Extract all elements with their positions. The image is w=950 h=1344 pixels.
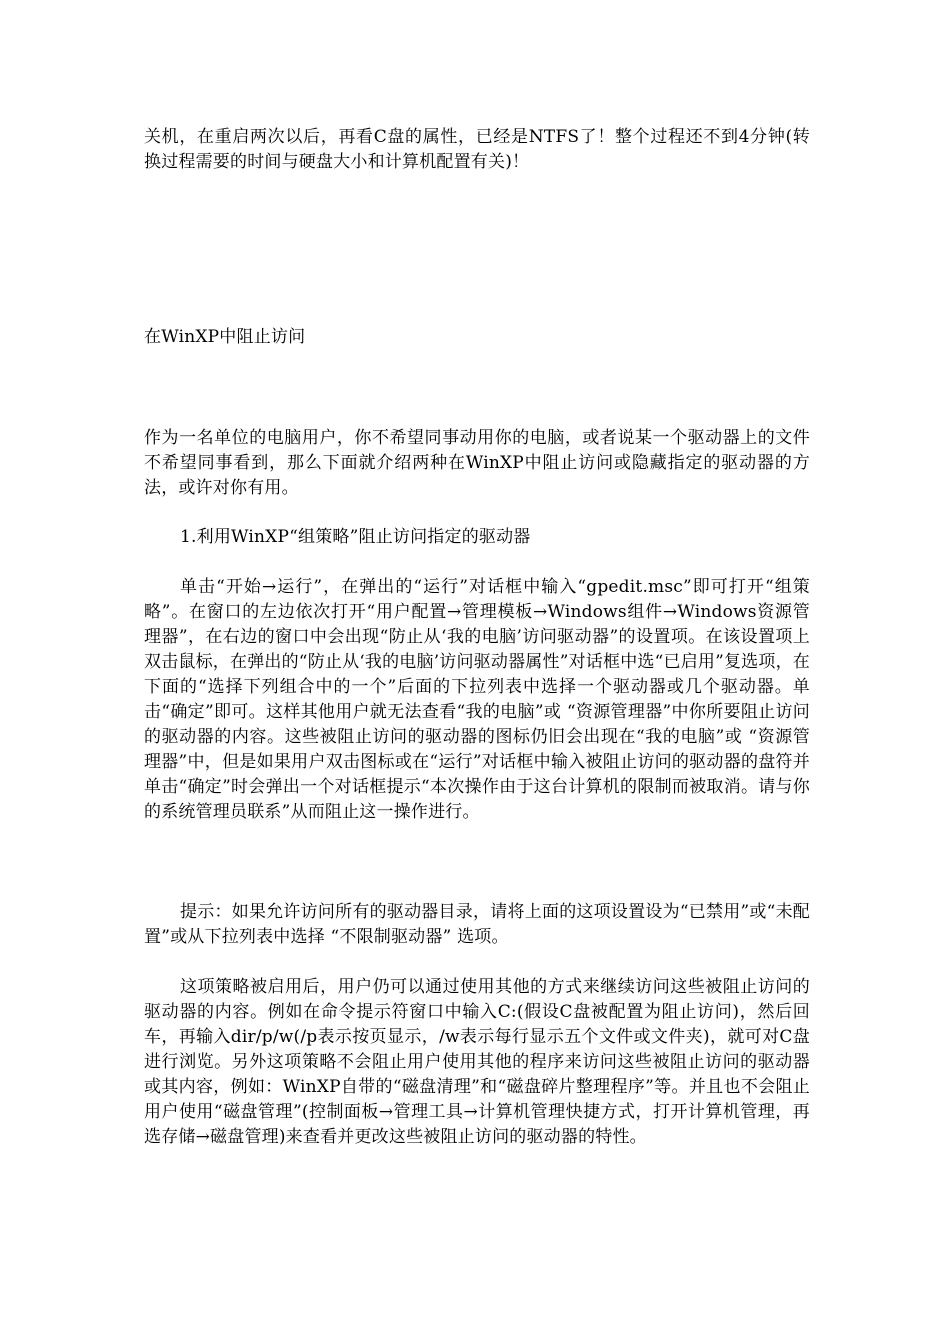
- paragraph-gpedit-steps: 单击“开始→运行”，在弹出的“运行”对话框中输入“gpedit.msc”即可打开“组策略”。在窗口的左边依次打开“用户配置→管理模板→Windows组件→Windows资源管理器”，在右边的窗口中会出现“防止从‘我的电脑’访问驱动器”的设置项。在该设置项上双击鼠标，在弹出的“防止从‘我的电脑’访问驱动器属性”对话框中选“已启用”复选项，在下面的“选择下列组合中的一个”后面的下拉列表中选择一个驱动器或几个驱动器。单击“确定”即可。这样其他用户就无法查看“我的电脑”或 “资源管理器”中你所要阻止访问的驱动器的内容。这些被阻止访问的驱动器的图标仍旧会出现在“我的电脑”或 “资源管理器”中，但是如果用户双击图标或在“运行”对话框中输入被阻止访问的驱动器的盘符并单击“确定”时会弹出一个对话框提示“本次操作由于这台计算机的限制而被取消。请与你的系统管理员联系”从而阻止这一操作进行。: [144, 577, 810, 822]
- paragraph-ntfs-conclusion: 关机，在重启两次以后，再看C盘的属性，已经是NTFS了！整个过程还不到4分钟(转换过程需要的时间与硬盘大小和计算机配置有关)！: [144, 127, 810, 172]
- paragraph-intro: 作为一名单位的电脑用户，你不希望同事动用你的电脑，或者说某一个驱动器上的文件不希望同事看到，那么下面就介绍两种在WinXP中阻止访问或隐藏指定的驱动器的方法，或许对你有用。: [144, 428, 810, 498]
- section-heading: 在WinXP中阻止访问: [144, 327, 306, 347]
- paragraph-tip: 提示：如果允许访问所有的驱动器目录，请将上面的这项设置设为“已禁用”或“未配置”或从下拉列表中选择 “不限制驱动器” 选项。: [144, 902, 810, 947]
- paragraph-policy-limits: 这项策略被启用后，用户仍可以通过使用其他的方式来继续访问这些被阻止访问的驱动器的内容。例如在命令提示符窗口中输入C:(假设C盘被配置为阻止访问)，然后回车，再输入dir/p/w(/p表示按页显示，/w表示每行显示五个文件或文件夹)，就可对C盘进行浏览。另外这项策略不会阻止用户使用其他的程序来访问这些被阻止访问的驱动器或其内容，例如：WinXP自带的“磁盘清理”和“磁盘碎片整理程序”等。并且也不会阻止用户使用“磁盘管理”(控制面板→管理工具→计算机管理快捷方式，打开计算机管理，再选存储→磁盘管理)来查看并更改这些被阻止访问的驱动器的特性。: [144, 977, 810, 1147]
- subheading-method-1: 1.利用WinXP“组策略”阻止访问指定的驱动器: [180, 527, 531, 547]
